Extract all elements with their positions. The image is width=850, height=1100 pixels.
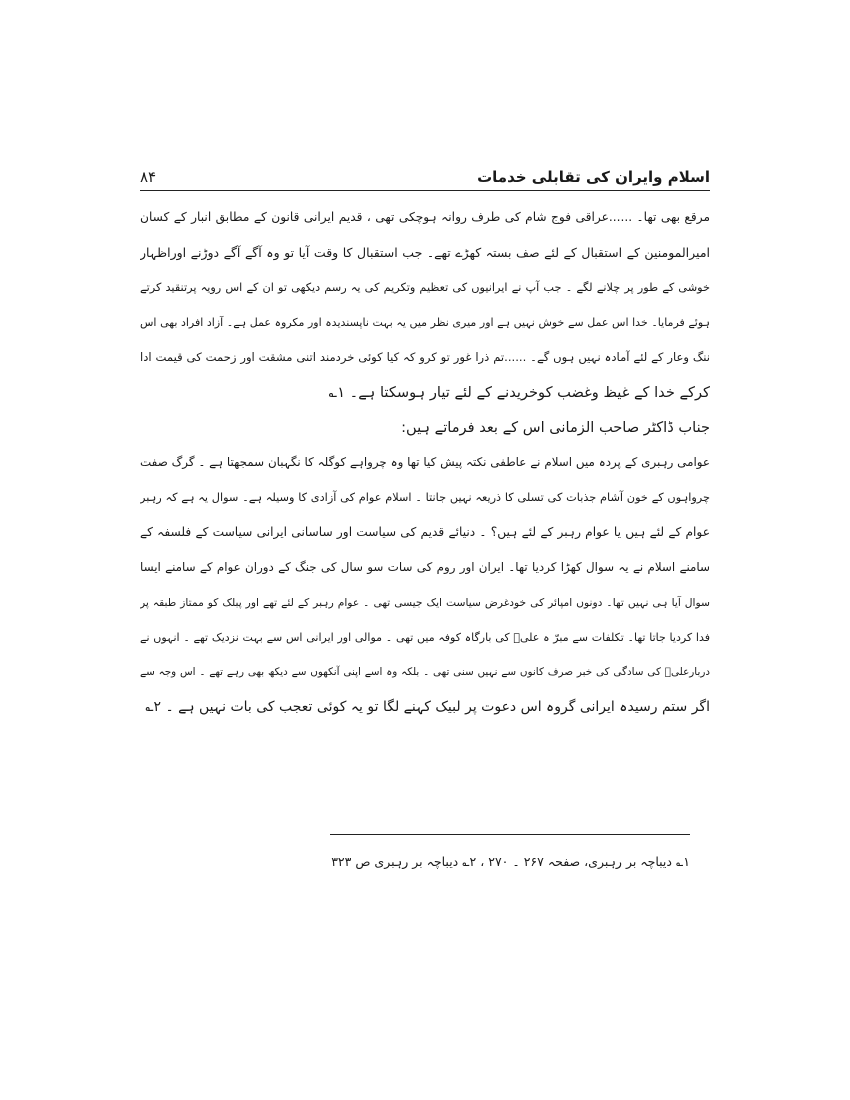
text-line: فدا کردیا جاتا تھا۔ تکلفات سے مبرّ ہ علیؑ کی بارگاہ کوفہ میں تھی ۔ موالی اور ایرانی اس سے بہت نزدیک تھے ۔ انہوں نے xyxy=(140,631,710,644)
text-line: جناب ڈاکٹر صاحب الزمانی اس کے بعد فرماتے ہیں: xyxy=(401,419,710,436)
text-line: عوام کے لئے ہیں یا عوام رہبر کے لئے ہیں؟ ۔ دنیائے قدیم کی سیاست اور ساسانی ایرانی سیاست کے فلسفہ کے xyxy=(140,525,710,539)
text-line: دربارعلیؑ کی سادگی کی خبر صرف کانوں سے نہیں سنی تھی ۔ بلکہ وہ اسے اپنی آنکھوں سے دیکھ بھی رہے تھے ۔ اس وجہ سے xyxy=(140,666,710,678)
footnote-rule xyxy=(330,834,690,835)
text-line: کرکے خدا کے غیظ وغضب کوخریدنے کے لئے تیار ہوسکتا ہے۔ ۱؎ xyxy=(328,384,710,401)
page-header xyxy=(140,160,710,186)
footnotes: ۱؎ دیباچہ بر رہبری، صفحہ ۲۶۷ ۔ ۲۷۰ ، ۲؎ دیباچہ بر رہبری ص ۳۲۳ xyxy=(331,854,690,869)
text-line: ننگ وعار کے لئے آمادہ نہیں ہوں گے۔ ......تم ذرا غور تو کرو کہ کیا کوئی خردمند اتنی مشقت اور زحمت کی قیمت ادا xyxy=(140,350,710,364)
running-title: اسلام وایران کی تقابلی خدمات xyxy=(477,168,710,186)
text-line: خوشی کے طور پر چلانے لگے ۔ جب آپ نے ایرانیوں کی تعظیم وتکریم کی یہ رسم دیکھی تو ان کے اس رویہ پرتنقید کرتے xyxy=(140,281,710,294)
text-line: سامنے اسلام نے یہ سوال کھڑا کردیا تھا۔ ایران اور روم کی سات سو سال کی جنگ کے دوران عوام کے سامنے ایسا xyxy=(140,560,710,574)
body-text xyxy=(140,200,710,725)
page-number: ۸۴ xyxy=(140,168,157,186)
text-line: چرواہوں کے خون آشام جذبات کی تسلی کا ذریعہ نہیں جانتا ۔ اسلام عوام کی آزادی کا وسیلہ ہے۔ سوال یہ ہے کہ رہبر xyxy=(140,491,710,504)
text-line: اگر ستم رسیدہ ایرانی گروہ اس دعوت پر لبیک کہنے لگا تو یہ کوئی تعجب کی بات نہیں ہے ۔ ۲؎ xyxy=(145,699,710,715)
text-line: مرقع بھی تھا۔ ......عراقی فوج شام کی طرف روانہ ہوچکی تھی ، قدیم ایرانی قانون کے مطابق انبار کے کسان xyxy=(140,210,710,224)
text-line: سوال آیا ہی نہیں تھا۔ دونوں امپائر کی خودغرض سیاست ایک جیسی تھی ۔ عوام رہبر کے لئے تھے اور پبلک کو ممتاز طبقہ پر xyxy=(140,596,710,609)
header-rule xyxy=(140,190,710,191)
text-line: عوامی رہبری کے پردہ میں اسلام نے عاطفی نکتہ پیش کیا تھا وہ چرواہے کوگلہ کا نگہبان سمجھتا ہے ۔ گرگ صفت xyxy=(140,455,710,469)
text-line: امیرالمومنین کے استقبال کے لئے صف بستہ کھڑے تھے۔ جب استقبال کا وقت آیا تو وہ آگے آگے دوڑنے اوراظہار xyxy=(140,245,710,260)
text-line: ہوئے فرمایا۔ خدا اس عمل سے خوش نہیں ہے اور میری نظر میں یہ بہت ناپسندیدہ اور مکروہ عمل ہے۔ آزاد افراد بھی اس xyxy=(140,316,710,329)
